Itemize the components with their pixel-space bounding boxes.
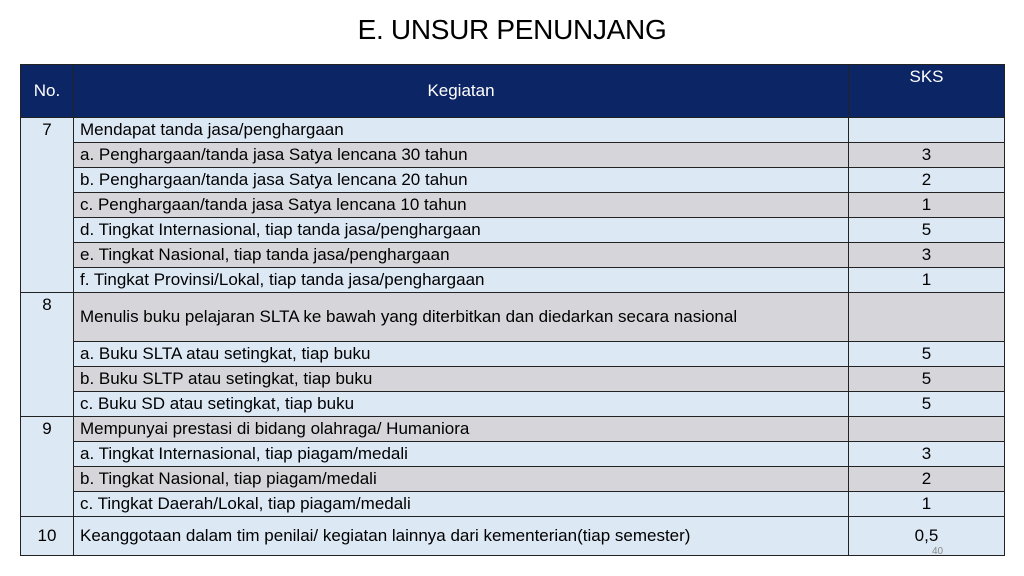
row-sks: 5 (849, 218, 1005, 243)
row-description: a. Buku SLTA atau setingkat, tiap buku (74, 342, 849, 367)
row-sks (849, 417, 1005, 442)
row-sks (849, 293, 1005, 342)
row-sks: 5 (849, 392, 1005, 417)
row-sks (849, 118, 1005, 143)
row-description: Mempunyai prestasi di bidang olahraga/ Humaniora (74, 417, 849, 442)
row-number: 9 (21, 417, 74, 517)
row-description: b. Penghargaan/tanda jasa Satya lencana 20 tahun (74, 168, 849, 193)
row-description: b. Buku SLTP atau setingkat, tiap buku (74, 367, 849, 392)
table-row (21, 517, 1005, 556)
row-description: f. Tingkat Provinsi/Lokal, tiap tanda jasa/penghargaan (74, 268, 849, 293)
row-number: 7 (21, 118, 74, 293)
slide-title: E. UNSUR PENUNJANG (357, 14, 667, 45)
header-sks: SKS (849, 65, 1005, 118)
row-number: 10 (21, 517, 74, 556)
table-row (21, 492, 1005, 517)
table-row (21, 243, 1005, 268)
table-row (21, 193, 1005, 218)
table-row (21, 168, 1005, 193)
activity-table (20, 64, 1005, 556)
row-sks: 1 (849, 492, 1005, 517)
row-description: Mendapat tanda jasa/penghargaan (74, 118, 849, 143)
row-sks: 3 (849, 243, 1005, 268)
row-sks: 3 (849, 442, 1005, 467)
row-sks: 2 (849, 168, 1005, 193)
row-sks: 5 (849, 367, 1005, 392)
table-row (21, 467, 1005, 492)
table-row (21, 293, 1005, 342)
row-description: b. Tingkat Nasional, tiap piagam/medali (74, 467, 849, 492)
row-sks: 0,5 (849, 517, 1005, 556)
table-row (21, 268, 1005, 293)
row-description: e. Tingkat Nasional, tiap tanda jasa/penghargaan (74, 243, 849, 268)
table-row (21, 417, 1005, 442)
table-row (21, 342, 1005, 367)
row-description: a. Penghargaan/tanda jasa Satya lencana 30 tahun (74, 143, 849, 168)
row-sks: 1 (849, 193, 1005, 218)
header-no: No. (21, 65, 74, 118)
header-kegiatan: Kegiatan (74, 65, 849, 118)
row-description: Menulis buku pelajaran SLTA ke bawah yang diterbitkan dan diedarkan secara nasional (74, 293, 849, 342)
table-row (21, 442, 1005, 467)
row-description: c. Penghargaan/tanda jasa Satya lencana 10 tahun (74, 193, 849, 218)
table-row (21, 367, 1005, 392)
row-description: Keanggotaan dalam tim penilai/ kegiatan lainnya dari kementerian(tiap semester) (74, 517, 849, 556)
row-sks: 2 (849, 467, 1005, 492)
row-sks: 3 (849, 143, 1005, 168)
row-sks: 1 (849, 268, 1005, 293)
table-row (21, 392, 1005, 417)
table-row (21, 118, 1005, 143)
table-header-row (21, 65, 1005, 118)
row-description: d. Tingkat Internasional, tiap tanda jasa/penghargaan (74, 218, 849, 243)
row-number: 8 (21, 293, 74, 417)
row-description: c. Buku SD atau setingkat, tiap buku (74, 392, 849, 417)
table-row (21, 143, 1005, 168)
row-description: c. Tingkat Daerah/Lokal, tiap piagam/medali (74, 492, 849, 517)
row-sks: 5 (849, 342, 1005, 367)
table-row (21, 218, 1005, 243)
page-number: 40 (932, 546, 944, 557)
row-description: a. Tingkat Internasional, tiap piagam/medali (74, 442, 849, 467)
